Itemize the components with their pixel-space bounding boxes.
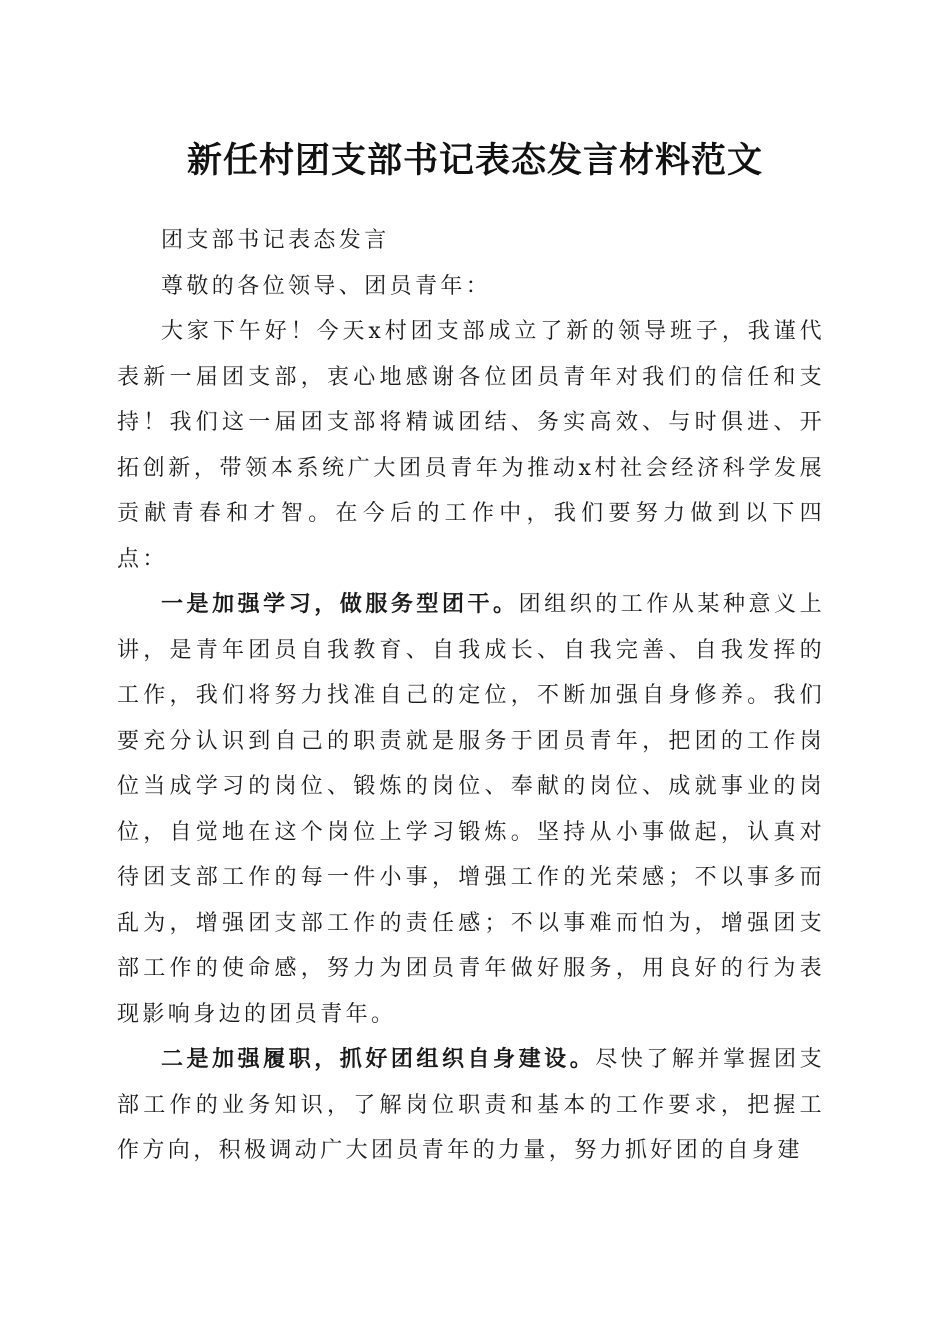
paragraph-3-text: 尽快了解并掌握团支部工作的业务知识，了解岗位职责和基本的工作要求，把握工作方向，积极调动广大团员青年的力量，努力抓好团的自身建 (117, 1047, 825, 1163)
document-body (117, 218, 825, 1174)
paragraph-1 (117, 309, 825, 582)
salutation-line: 尊敬的各位领导、团员青年： (161, 273, 492, 299)
paragraph-3 (117, 1037, 825, 1174)
document-title: 新任村团支部书记表态发言材料范文 (186, 140, 763, 181)
paragraph-3-lead: 二是加强履职，抓好团组织自身建设。 (161, 1046, 596, 1072)
paragraph-2-lead: 一是加强学习，做服务型团干。 (161, 591, 519, 617)
paragraph-2 (117, 582, 825, 1037)
subtitle-line: 团支部书记表态发言 (161, 228, 390, 253)
paragraph-2-text: 团组织的工作从某种意义上讲，是青年团员自我教育、自我成长、自我完善、自我发挥的工作，我们将努力找准自己的定位，不断加强自身修养。我们要充分认识到自己的职责就是服务于团员青年，把团的工作岗位当成学习的岗位、锻炼的岗位、奉献的岗位、成就事业的岗位，自觉地在这个岗位上学习锻炼。坚持从小事做起，认真对待团支部工作的每一件小事，增强工作的光荣感；不以事多而乱为，增强团支部工作的责任感；不以事难而怕为，增强团支部工作的使命感，努力为团员青年做好服务，用良好的行为表现影响身边的团员青年。 (117, 592, 825, 1027)
paragraph-1-text: 大家下午好！今天x村团支部成立了新的领导班子，我谨代表新一届团支部，衷心地感谢各位团员青年对我们的信任和支持！我们这一届团支部将精诚团结、务实高效、与时俱进、开拓创新，带领本系统广大团员青年为推动x村社会经济科学发展贡献青春和才智。在今后的工作中，我们要努力做到以下四点： (117, 319, 825, 572)
